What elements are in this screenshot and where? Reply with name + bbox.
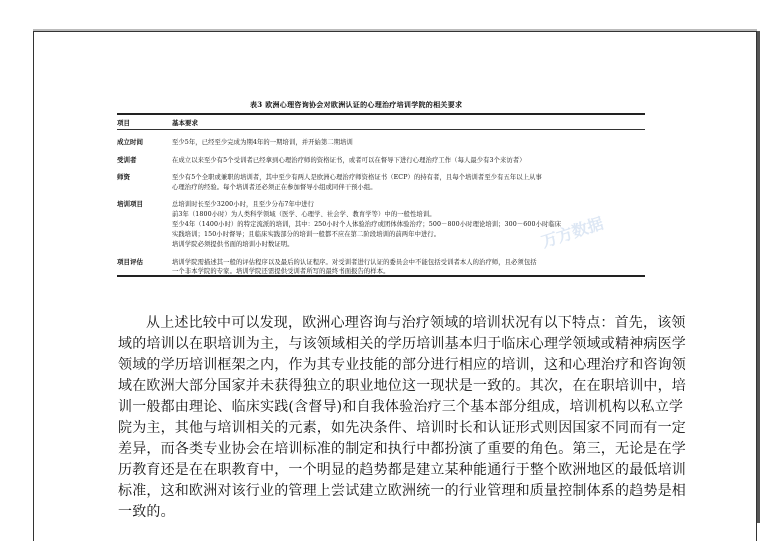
watermark-logo: 万方数据 [538,213,606,252]
table-row-text: 至少5年，已经至少完成为期4年的一期培训，并开始第二期培训 [172,139,353,146]
paragraph-line: 院为主，其他与培训相关的元素，如先决条件、培训时长和认证形式则因国家不同而有一定 [118,420,686,436]
table-row-text: 实践培训；150小时督导；且临床实践部分的培训一般都不应在第二阶段培训的前两年中进行。 [172,231,441,238]
paragraph-line: 域的培训以在职培训为主，与该领域相关的学历培训基本归于临床心理学领域或精神病医学 [118,336,686,352]
table-caption: 表3 欧洲心理咨询协会对欧洲认证的心理治疗培训学院的相关要求 [250,100,463,109]
table-row-text: 总培训时长至少3200小时，且至少分布7年中进行 [172,201,315,208]
table-row-label: 师资 [117,173,130,181]
table-header-item: 项目 [117,119,130,127]
paragraph-line: 从上述比较中可以发现，欧洲心理咨询与治疗领域的培训状况有以下特点：首先，该领 [146,315,686,331]
table-top-rule [117,113,645,115]
table-row-text: 至少有5个全职或兼职的培训者，其中至少有两人是欧洲心理治疗师资格证书（ECP）的持有者，且每个培训者至少有五年以上从事 [172,174,542,181]
table-row-label: 受训者 [117,156,137,164]
table-row-label: 项目评估 [117,258,143,266]
table-header-rule [117,129,645,130]
table-row-text: 在成立以来至少有5个受训者已经拿到心理治疗师的资格证书，或者可以在督导下进行心理治疗工作（每人最少有3个来访者） [172,157,526,164]
paragraph-line: 领域的学历培训框架之内，作为其专业技能的部分进行相应的培训，这和心理治疗和咨询领 [118,357,686,373]
table-row-text: 培训学院必须提供书面的培训小时数证明。 [172,241,294,248]
table-row-text: 前3年（1800小时）为人类科学领域（医学、心理学、社会学、教育学等）中的一般性培训。 [172,211,436,218]
table-row-text: 培训学院需描述其一般的评估程序以及最后的认证程序。对受训者进行认证的委员会中不能包括受训者本人的治疗师，且必须包括 [172,259,537,266]
paragraph-line: 一致的。 [118,504,175,520]
paragraph-line: 域在欧洲大部分国家并未获得独立的职业地位这一现状是一致的。其次，在在职培训中，培 [118,378,686,394]
paragraph-line: 训一般都由理论、临床实践(含督导)和自我体验治疗三个基本部分组成，培训机构以私立学 [118,399,684,415]
table-bottom-rule [117,275,645,277]
table-header-requirement: 基本要求 [172,119,198,127]
table-row-label: 成立时间 [117,138,143,146]
table-row-text: 心理治疗的经验。每个培训者还必须正在参加督导小组或同伴干预小组。 [172,184,377,191]
paragraph-line: 标准，这和欧洲对该行业的管理上尝试建立欧洲统一的行业管理和质量控制体系的趋势是相 [118,483,686,499]
table-row-text: 一个非本学院的专家。培训学院还需提供受训者所写的最终书面报告的样本。 [172,268,390,275]
table-row-label: 培训项目 [117,200,143,208]
paragraph-line: 差异，而各类专业协会在培训标准的制定和执行中都扮演了重要的角色。第三，无论是在学 [118,441,686,457]
paragraph-line: 历教育还是在在职教育中，一个明显的趋势都是建立某种能通行于整个欧洲地区的最低培训 [118,462,686,478]
table-row-text: 至少4年（1400小时）的特定流派的培训，其中：250小时个人体验治疗或团体体验治疗；500－800小时理论培训；300－600小时临床 [172,221,562,228]
